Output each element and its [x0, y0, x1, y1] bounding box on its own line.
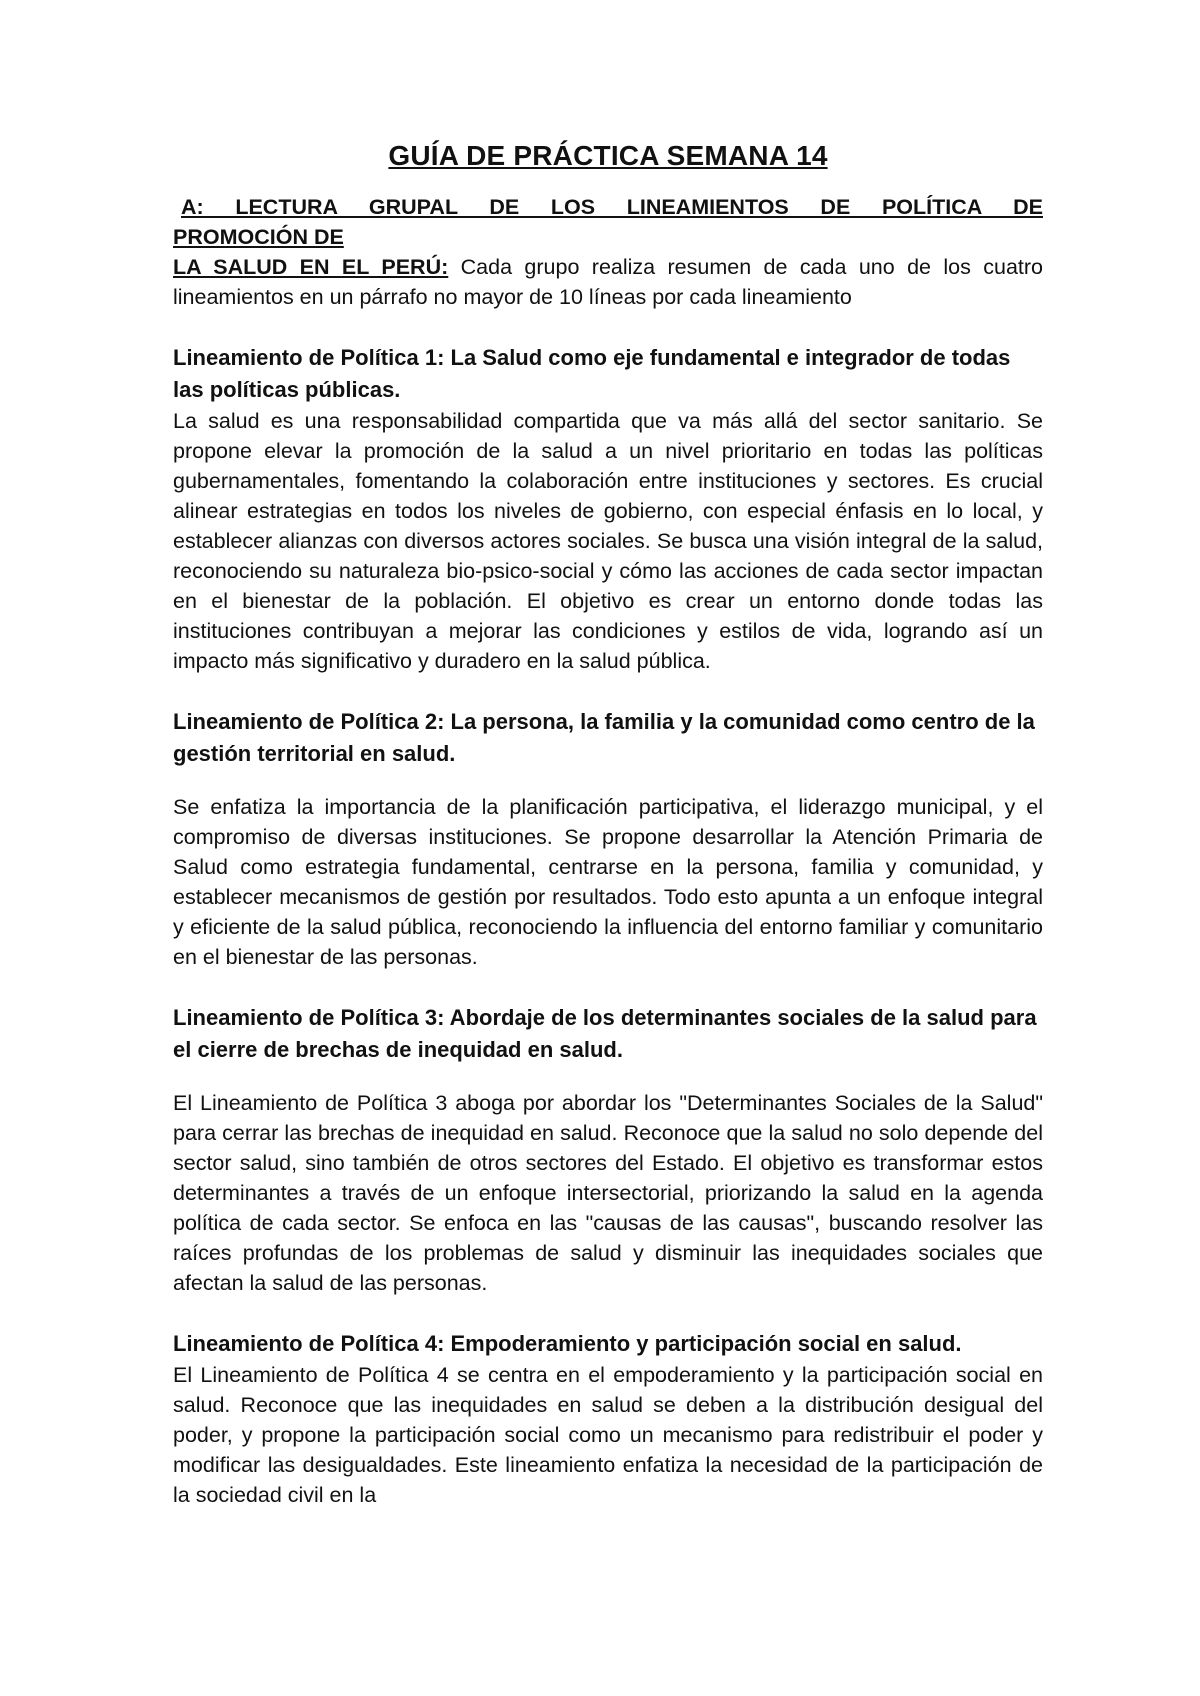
section-a-heading-line3: LA SALUD EN EL PERÚ:: [173, 255, 449, 279]
spacer: [173, 1066, 1043, 1088]
lineamiento-3-heading: Lineamiento de Política 3: Abordaje de los determinantes sociales de la salud para el cierre de brechas de inequidad en salud.: [173, 1005, 1037, 1062]
spacer: [173, 1298, 1043, 1328]
lineamiento-2-heading: Lineamiento de Política 2: La persona, la familia y la comunidad como centro de la gestión territorial en salud.: [173, 709, 1035, 766]
lineamiento-1-body: La salud es una responsabilidad compartida que va más allá del sector sanitario. Se propone elevar la promoción de la salud a un nivel prioritario en todas las políticas gubernamentales, fomentando la colaboración entre instituciones y sectores. Es crucial alinear estrategias en todos los niveles de gobierno, con especial énfasis en lo local, y establecer alianzas con diversos actores sociales. Se busca una visión integral de la salud, reconociendo su naturaleza bio-psico-social y cómo las acciones de cada sector impactan en el bienestar de la población. El objetivo es crear un entorno donde todas las instituciones contribuyan a mejorar las condiciones y estilos de vida, logrando así un impacto más significativo y duradero en la salud pública.: [173, 409, 1043, 673]
lineamiento-4-heading: Lineamiento de Política 4: Empoderamiento y participación social en salud.: [173, 1331, 962, 1356]
section-a: [173, 192, 1043, 312]
section-a-heading-line2: PROMOCIÓN DE: [173, 225, 344, 249]
document-title: GUÍA DE PRÁCTICA SEMANA 14: [388, 140, 828, 171]
section-a-instruction: Cada grupo realiza resumen de cada uno de los cuatro lineamientos en un párrafo no mayor de 10 líneas por cada lineamiento: [173, 255, 1043, 309]
lineamiento-2-body: Se enfatiza la importancia de la planificación participativa, el liderazgo municipal, y el compromiso de diversas instituciones. Se propone desarrollar la Atención Primaria de Salud como estrategia fundamental, centrarse en la persona, familia y comunidad, y establecer mecanismos de gestión por resultados. Todo esto apunta a un enfoque integral y eficiente de la salud pública, reconociendo la influencia del entorno familiar y comunitario en el bienestar de las personas.: [173, 795, 1043, 969]
spacer: [173, 972, 1043, 1002]
document-page: [173, 138, 1043, 1510]
lineamiento-1-heading: Lineamiento de Política 1: La Salud como eje fundamental e integrador de todas las políticas públicas.: [173, 345, 1011, 402]
spacer: [173, 676, 1043, 706]
spacer: [173, 312, 1043, 342]
lineamiento-3-body: El Lineamiento de Política 3 aboga por abordar los "Determinantes Sociales de la Salud" para cerrar las brechas de inequidad en salud. Reconoce que la salud no solo depende del sector salud, sino también de otros sectores del Estado. El objetivo es transformar estos determinantes a través de un enfoque intersectorial, priorizando la salud en la agenda política de cada sector. Se enfoca en las "causas de las causas", buscando resolver las raíces profundas de los problemas de salud y disminuir las inequidades sociales que afectan la salud de las personas.: [173, 1091, 1043, 1295]
lineamiento-4-body: El Lineamiento de Política 4 se centra en el empoderamiento y la participación social en salud. Reconoce que las inequidades en salud se deben a la distribución desigual del poder, y propone la participación social como un mecanismo para redistribuir el poder y modificar las desigualdades. Este lineamiento enfatiza la necesidad de la participación de la sociedad civil en la: [173, 1363, 1043, 1507]
spacer: [173, 770, 1043, 792]
section-a-heading-line1: A: LECTURA GRUPAL DE LOS LINEAMIENTOS DE POLÍTICA DE: [181, 195, 1043, 219]
